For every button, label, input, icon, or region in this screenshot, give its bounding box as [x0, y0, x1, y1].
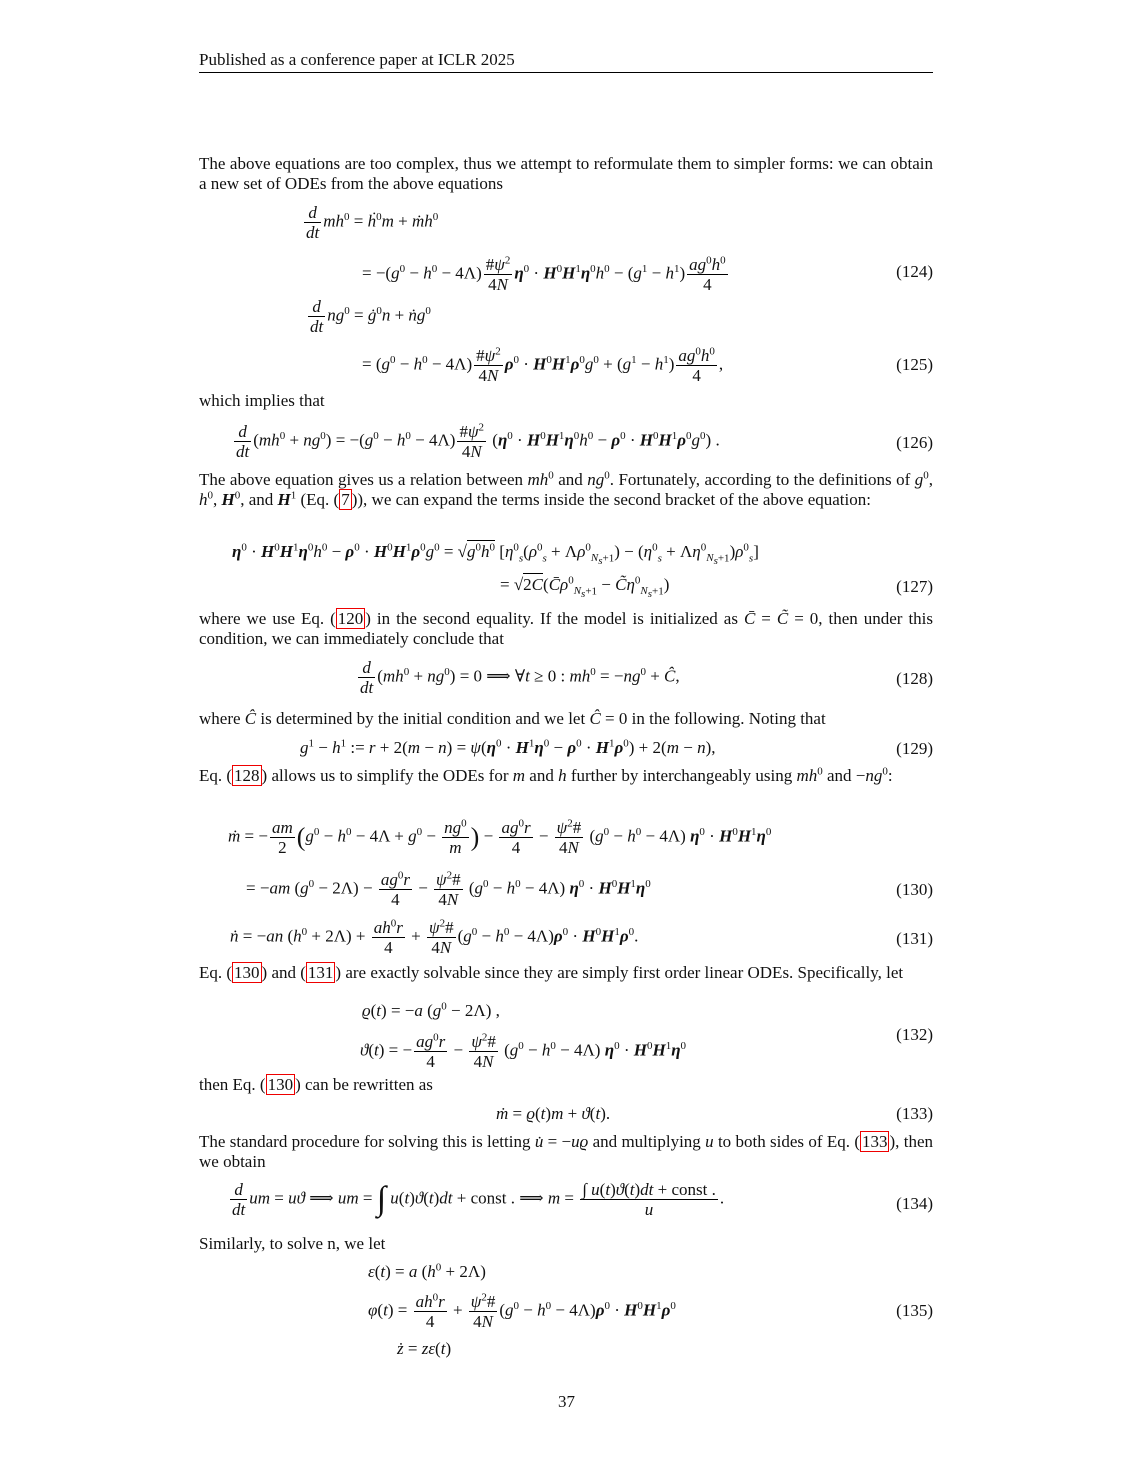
equation-number: (129)	[896, 739, 933, 758]
paragraph: which implies that	[199, 391, 325, 410]
equation-133: ṁ = ϱ(t)m + ϑ(t).	[496, 1104, 611, 1123]
equation-line: $\frac{d}{dt}$ $mh^0$ = ḣ$^0$m + ṁh$^0$	[306, 203, 439, 242]
equation-link[interactable]: 133	[861, 1132, 888, 1151]
equation-127-line1: $\eta^0 \cdot H^0H^1\eta^0h^0 - \rho^0 \cdot H^0H^1\rho^0g^0 = √g^0h^0$ $[\eta^0_s(\rho^0_s + \Lambda\rho^0_{N_s+1}) - (\eta^0_s + \Lambda\eta^0_{N_s+1})\rho^0_s]$	[232, 541, 759, 568]
equation-number: (127)	[896, 577, 933, 596]
equation-number: (126)	[896, 433, 933, 452]
equation-link[interactable]: 128	[234, 766, 260, 785]
equation-132-line1: ϱ(t) = −a $(g^0 - 2\Lambda)$ ,	[362, 1000, 500, 1020]
equation-126: $\frac{d}{dt}$ $(mh^0 + ng^0) = -(g^0 - h^0 - 4\Lambda)$ $\frac{\#\psi^2}{4N}$ $(\eta^0 \cdot H^0H^1\eta^0h^0 - \rho^0 \cdot H^0H^1\rho^0g^0)$ .	[236, 421, 720, 461]
paragraph-intro: The above equations are too complex, thus we attempt to reformulate them to simpler forms: we can obtain a new set of ODEs from the above equations	[199, 154, 933, 193]
paragraph: The above equation gives us a relation between $mh^0$ and $ng^0$. Fortunately, according to the definitions of $g^0$, $h^0$, $H^0$, and $H^1$ (Eq. ( 7 )), we can expand the terms inside the second bracket of the above equation:	[199, 469, 933, 509]
equation-124: = $-(g^0 - h^0 - 4\Lambda)$ $\frac{\#\psi^2}{4N}$ $\eta^0 \cdot H^0H^1\eta^0h^0 - (g^1 - h^1)$ $\frac{ag^0h^0}{4}$	[362, 254, 726, 294]
paragraph: The standard procedure for solving this is letting u̇ = −uϱ and multiplying u to both sides of Eq. ( 133 ), then we obtain	[199, 1132, 933, 1171]
paragraph: where we use Eq. ( 120 ) in the second equality. If the model is initialized as C̄ = C̃ = 0, then under this condition, we can immediately conclude that	[199, 609, 934, 648]
paragraph: where Ĉ is determined by the initial condition and we let Ĉ = 0 in the following. Noting that	[199, 709, 826, 728]
equation-link[interactable]: 7	[341, 490, 350, 509]
header-rule	[199, 72, 933, 73]
running-header: Published as a conference paper at ICLR 2025	[199, 50, 515, 69]
paragraph: Eq. ( 130 ) and ( 131 ) are exactly solvable since they are simply first order linear ODEs. Specifically, let	[199, 963, 904, 982]
page-number: 37	[558, 1392, 575, 1411]
equation-134: $\frac{d}{dt}$ um = uϑ ⟹ um = ∫ u(t)ϑ(t)dt + const . ⟹ m = $\frac{\text{∫ u(t)ϑ(t)dt + const .}}{u}$ .	[232, 1180, 725, 1219]
equation-number: (132)	[896, 1025, 933, 1044]
equation-number: (134)	[896, 1194, 933, 1213]
equation-131: ṅ = −an $(h^0 + 2\Lambda)$ + $\frac{ah^0r}{4}$ + $\frac{\psi^2\#}{4N}$ $(g^0 - h^0 - 4\Lambda)\rho^0 \cdot H^0H^1\rho^0$.	[230, 917, 639, 957]
equation-number: (135)	[896, 1301, 933, 1320]
equation-line: $\frac{d}{dt}$ $ng^0$ = $ġ^0n$ + ṅg$^0$	[310, 297, 431, 336]
equation-130-line1: ṁ = − $\frac{am}{2}$ ($g^0 - h^0 - 4\Lambda + g^0$ − $\frac{ng^0}{m}$ ) − $\frac{ag^0r}{4}$ − $\frac{\psi^2\#}{4N}$ $(g^0 - h^0 - 4\Lambda) \eta^0 \cdot H^0H^1\eta^0$	[228, 817, 772, 857]
equation-link[interactable]: 120	[337, 609, 364, 628]
equation-number: (124)	[896, 262, 933, 281]
equation-number: (131)	[896, 929, 933, 948]
equation-132-line2: ϑ(t) = − $\frac{ag^0r}{4}$ − $\frac{\psi^2\#}{4N}$ $(g^0 - h^0 - 4\Lambda) \eta^0 \cdot H^0H^1\eta^0$	[360, 1031, 687, 1071]
equation-number: (125)	[896, 355, 933, 374]
paragraph: Eq. ( 128 ) allows us to simplify the ODEs for m and h further by interchangeably using $mh^0$ and $-ng^0$:	[199, 765, 893, 785]
equation-128: $\frac{d}{dt}$ $(mh^0 + ng^0) = 0$ ⟹ ∀t ≥ 0 : $mh^0 = -ng^0$ + Ĉ,	[360, 658, 680, 697]
paragraph: Similarly, to solve n, we let	[199, 1234, 386, 1253]
equation-135-line1: ε(t) = a $(h^0 + 2\Lambda)$	[368, 1261, 486, 1281]
equation-125: = $(g^0 - h^0 - 4\Lambda)$ $\frac{\#\psi^2}{4N}$ $\rho^0 \cdot H^0H^1\rho^0g^0 + (g^1 - h^1)$ $\frac{ag^0h^0}{4}$ ,	[362, 345, 724, 385]
equation-130: = −am $(g^0 - 2\Lambda)$ − $\frac{ag^0r}{4}$ − $\frac{\psi^2\#}{4N}$ $(g^0 - h^0 - 4\Lambda) \eta^0 \cdot H^0H^1\eta^0$	[246, 869, 651, 909]
paragraph: then Eq. ( 130 ) can be rewritten as	[199, 1075, 433, 1094]
equation-127-line2: = $√2C(C̄\rho^0_{N_s+1}$ − $C̃\eta^0_{N_s+1}$)	[500, 574, 670, 601]
equation-link[interactable]: 131	[307, 963, 334, 982]
equation-number: (133)	[896, 1104, 933, 1123]
equation-number: (130)	[896, 880, 933, 899]
equation-link[interactable]: 130	[234, 963, 260, 982]
equation-number: (128)	[896, 669, 933, 688]
equation-link[interactable]: 130	[267, 1075, 294, 1094]
equation-135-line2: φ(t) = $\frac{ah^0r}{4}$ + $\frac{\psi^2\#}{4N}$ $(g^0 - h^0 - 4\Lambda)\rho^0 \cdot H^0H^1\rho^0$	[368, 1291, 676, 1331]
equation-129: $g^1 - h^1$ := $r + 2(m - n) = \psi(\eta^0 \cdot H^1\eta^0 - \rho^0 \cdot H^1\rho^0) + 2(m - n)$,	[300, 737, 716, 757]
equation-135-line3: ż = zε(t)	[397, 1339, 452, 1358]
